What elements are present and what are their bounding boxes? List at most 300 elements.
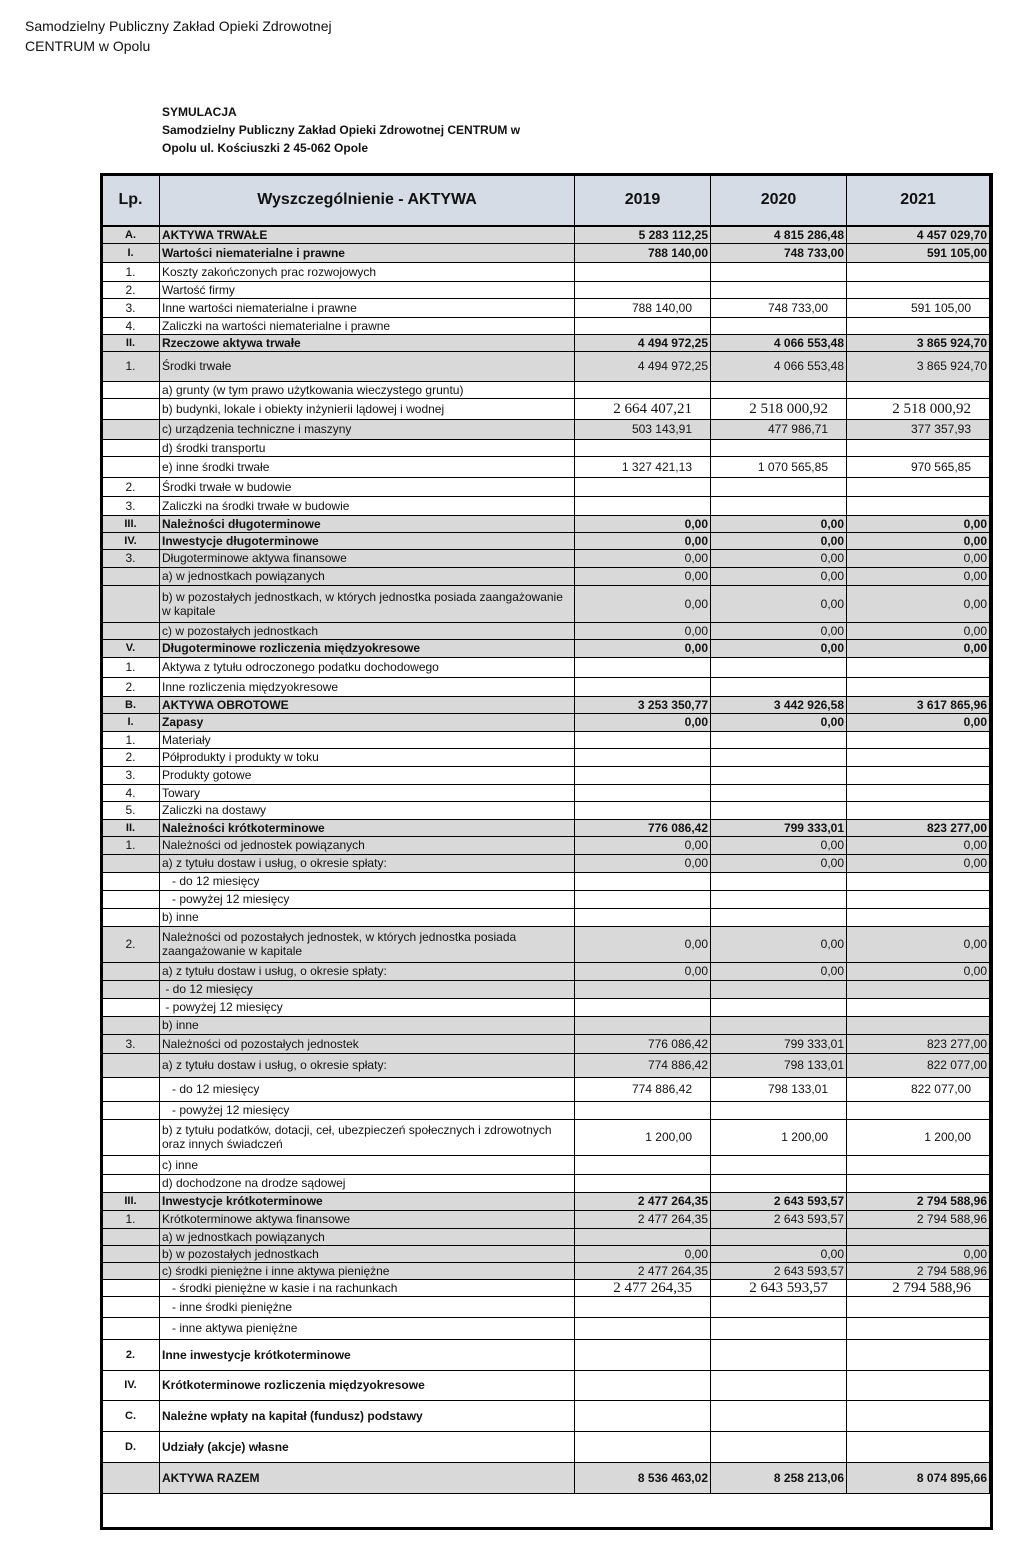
value-2019: 0,00 bbox=[575, 532, 711, 549]
table-row bbox=[102, 1400, 990, 1431]
header-year-2020: 2020 bbox=[711, 175, 847, 227]
value-2020: 0,00 bbox=[711, 713, 847, 731]
table-row bbox=[102, 998, 990, 1016]
table-row bbox=[102, 1016, 990, 1034]
table-row bbox=[102, 713, 990, 731]
value-2019 bbox=[575, 998, 711, 1016]
row-name: b) budynki, lokale i obiekty inżynierii lądowej i wodnej bbox=[160, 398, 575, 419]
row-lp bbox=[102, 1016, 160, 1034]
row-name: Krótkoterminowe aktywa finansowe bbox=[160, 1210, 575, 1228]
row-lp: 4. bbox=[102, 317, 160, 334]
row-lp: 3. bbox=[102, 1034, 160, 1053]
value-2019 bbox=[575, 908, 711, 926]
value-2019: 776 086,42 bbox=[575, 819, 711, 836]
value-2019 bbox=[575, 980, 711, 998]
table-row bbox=[102, 398, 990, 419]
table-row bbox=[102, 980, 990, 998]
table-row bbox=[102, 1174, 990, 1192]
row-name: Towary bbox=[160, 784, 575, 801]
table-body bbox=[102, 226, 990, 1493]
row-name: Należności długoterminowe bbox=[160, 515, 575, 532]
value-2019: 776 086,42 bbox=[575, 1034, 711, 1053]
value-2020: 0,00 bbox=[711, 926, 847, 962]
header-name: Wyszczególnienie - AKTYWA bbox=[160, 175, 575, 227]
value-2019: 0,00 bbox=[575, 585, 711, 622]
value-2020: 8 258 213,06 bbox=[711, 1462, 847, 1493]
simulation-title bbox=[162, 103, 520, 157]
row-lp: 1. bbox=[102, 1210, 160, 1228]
row-lp: 2. bbox=[102, 677, 160, 696]
value-2021 bbox=[847, 748, 990, 766]
value-2019 bbox=[575, 784, 711, 801]
row-lp: I. bbox=[102, 243, 160, 262]
row-lp bbox=[102, 872, 160, 890]
value-2021 bbox=[847, 1101, 990, 1119]
row-lp bbox=[102, 1228, 160, 1245]
row-name: d) dochodzone na drodze sądowej bbox=[160, 1174, 575, 1192]
value-2021: 823 277,00 bbox=[847, 819, 990, 836]
table-row bbox=[102, 1462, 990, 1493]
value-2020 bbox=[711, 1016, 847, 1034]
table-row bbox=[102, 351, 990, 381]
value-2021: 4 457 029,70 bbox=[847, 226, 990, 243]
row-lp: III. bbox=[102, 1192, 160, 1210]
value-2021 bbox=[847, 890, 990, 908]
value-2020 bbox=[711, 1101, 847, 1119]
value-2021 bbox=[847, 1174, 990, 1192]
row-lp: IV. bbox=[102, 532, 160, 549]
row-lp: 1. bbox=[102, 351, 160, 381]
row-name: Inne wartości niematerialne i prawne bbox=[160, 298, 575, 317]
value-2021: 823 277,00 bbox=[847, 1034, 990, 1053]
value-2021: 0,00 bbox=[847, 926, 990, 962]
row-lp: 2. bbox=[102, 281, 160, 298]
value-2020 bbox=[711, 1317, 847, 1339]
row-name: Środki trwałe bbox=[160, 351, 575, 381]
table-row bbox=[102, 731, 990, 748]
value-2019 bbox=[575, 890, 711, 908]
row-lp: 1. bbox=[102, 657, 160, 677]
value-2020 bbox=[711, 496, 847, 515]
row-lp: 1. bbox=[102, 836, 160, 854]
value-2021: 0,00 bbox=[847, 1245, 990, 1262]
value-2020: 0,00 bbox=[711, 585, 847, 622]
row-lp: 2. bbox=[102, 748, 160, 766]
row-lp bbox=[102, 1174, 160, 1192]
value-2021: 0,00 bbox=[847, 549, 990, 567]
row-lp bbox=[102, 381, 160, 398]
value-2019 bbox=[575, 657, 711, 677]
value-2019 bbox=[575, 1296, 711, 1317]
table-row bbox=[102, 784, 990, 801]
value-2019: 788 140,00 bbox=[575, 298, 711, 317]
table-row bbox=[102, 1262, 990, 1279]
row-name: a) z tytułu dostaw i usług, o okresie spłaty: bbox=[160, 854, 575, 872]
row-lp bbox=[102, 1296, 160, 1317]
value-2020 bbox=[711, 677, 847, 696]
table-row bbox=[102, 456, 990, 477]
value-2020 bbox=[711, 381, 847, 398]
table-row bbox=[102, 1431, 990, 1462]
value-2020: 4 066 553,48 bbox=[711, 334, 847, 351]
value-2020 bbox=[711, 872, 847, 890]
table-row bbox=[102, 419, 990, 439]
row-name: Inne inwestycje krótkoterminowe bbox=[160, 1339, 575, 1370]
value-2019: 0,00 bbox=[575, 854, 711, 872]
value-2020 bbox=[711, 1228, 847, 1245]
row-lp bbox=[102, 439, 160, 456]
value-2019 bbox=[575, 748, 711, 766]
table-row bbox=[102, 439, 990, 456]
value-2021 bbox=[847, 1228, 990, 1245]
row-name: Produkty gotowe bbox=[160, 766, 575, 784]
value-2021 bbox=[847, 872, 990, 890]
value-2020 bbox=[711, 784, 847, 801]
table-row bbox=[102, 1279, 990, 1296]
row-lp: I. bbox=[102, 713, 160, 731]
row-name: b) w pozostałych jednostkach, w których jednostka posiada zaangażowanie w kapitale bbox=[160, 585, 575, 622]
row-name: - inne środki pieniężne bbox=[160, 1296, 575, 1317]
value-2021: 822 077,00 bbox=[847, 1077, 990, 1101]
row-lp bbox=[102, 1245, 160, 1262]
value-2021: 970 565,85 bbox=[847, 456, 990, 477]
row-name: c) urządzenia techniczne i maszyny bbox=[160, 419, 575, 439]
table-row bbox=[102, 1228, 990, 1245]
row-name: - powyżej 12 miesięcy bbox=[160, 1101, 575, 1119]
value-2019: 788 140,00 bbox=[575, 243, 711, 262]
row-lp bbox=[102, 980, 160, 998]
value-2021 bbox=[847, 1296, 990, 1317]
value-2021 bbox=[847, 1155, 990, 1174]
value-2021: 2 794 588,96 bbox=[847, 1192, 990, 1210]
value-2021: 0,00 bbox=[847, 532, 990, 549]
value-2021 bbox=[847, 766, 990, 784]
value-2020: 0,00 bbox=[711, 567, 847, 585]
value-2019 bbox=[575, 1339, 711, 1370]
value-2019 bbox=[575, 1016, 711, 1034]
row-name: AKTYWA OBROTOWE bbox=[160, 696, 575, 713]
value-2021: 3 865 924,70 bbox=[847, 334, 990, 351]
value-2021: 0,00 bbox=[847, 567, 990, 585]
value-2019: 1 200,00 bbox=[575, 1119, 711, 1155]
table-row bbox=[102, 317, 990, 334]
value-2021 bbox=[847, 998, 990, 1016]
row-lp bbox=[102, 998, 160, 1016]
value-2020: 0,00 bbox=[711, 532, 847, 549]
row-lp: 3. bbox=[102, 549, 160, 567]
value-2021 bbox=[847, 1339, 990, 1370]
value-2020 bbox=[711, 748, 847, 766]
value-2019 bbox=[575, 731, 711, 748]
value-2021: 0,00 bbox=[847, 713, 990, 731]
row-name: Wartość firmy bbox=[160, 281, 575, 298]
table-row bbox=[102, 243, 990, 262]
row-name: b) w pozostałych jednostkach bbox=[160, 1245, 575, 1262]
value-2019: 1 327 421,13 bbox=[575, 456, 711, 477]
value-2020: 0,00 bbox=[711, 962, 847, 980]
value-2019: 2 477 264,35 bbox=[575, 1279, 711, 1296]
value-2019: 774 886,42 bbox=[575, 1053, 711, 1077]
table-row bbox=[102, 1053, 990, 1077]
row-name: a) w jednostkach powiązanych bbox=[160, 1228, 575, 1245]
value-2019: 0,00 bbox=[575, 713, 711, 731]
row-name: AKTYWA TRWAŁE bbox=[160, 226, 575, 243]
value-2019: 0,00 bbox=[575, 622, 711, 639]
row-name: a) z tytułu dostaw i usług, o okresie spłaty: bbox=[160, 962, 575, 980]
value-2019 bbox=[575, 1155, 711, 1174]
org-city: CENTRUM w Opolu bbox=[25, 38, 151, 54]
value-2019: 2 664 407,21 bbox=[575, 398, 711, 419]
value-2020: 2 643 593,57 bbox=[711, 1192, 847, 1210]
table-row bbox=[102, 262, 990, 281]
value-2020: 0,00 bbox=[711, 515, 847, 532]
value-2019 bbox=[575, 439, 711, 456]
table-row bbox=[102, 854, 990, 872]
value-2021: 2 518 000,92 bbox=[847, 398, 990, 419]
row-name: c) w pozostałych jednostkach bbox=[160, 622, 575, 639]
table-row bbox=[102, 1034, 990, 1053]
row-name: Należności krótkoterminowe bbox=[160, 819, 575, 836]
value-2021 bbox=[847, 1016, 990, 1034]
value-2021: 0,00 bbox=[847, 585, 990, 622]
row-name: d) środki transportu bbox=[160, 439, 575, 456]
row-name: Zaliczki na wartości niematerialne i prawne bbox=[160, 317, 575, 334]
value-2021: 8 074 895,66 bbox=[847, 1462, 990, 1493]
row-name: - do 12 miesięcy bbox=[160, 1077, 575, 1101]
organization-header bbox=[25, 16, 332, 56]
value-2021: 0,00 bbox=[847, 515, 990, 532]
table-row bbox=[102, 819, 990, 836]
value-2021 bbox=[847, 1370, 990, 1400]
row-lp bbox=[102, 854, 160, 872]
value-2020: 0,00 bbox=[711, 639, 847, 657]
value-2020: 798 133,01 bbox=[711, 1077, 847, 1101]
value-2019 bbox=[575, 677, 711, 696]
value-2019: 0,00 bbox=[575, 639, 711, 657]
value-2020: 1 200,00 bbox=[711, 1119, 847, 1155]
row-name: c) inne bbox=[160, 1155, 575, 1174]
value-2020 bbox=[711, 657, 847, 677]
row-name: Środki trwałe w budowie bbox=[160, 477, 575, 496]
value-2020: 4 066 553,48 bbox=[711, 351, 847, 381]
value-2020 bbox=[711, 1400, 847, 1431]
row-lp bbox=[102, 585, 160, 622]
row-lp: 3. bbox=[102, 496, 160, 515]
value-2021 bbox=[847, 1317, 990, 1339]
row-lp bbox=[102, 419, 160, 439]
row-lp: 2. bbox=[102, 926, 160, 962]
row-name: - powyżej 12 miesięcy bbox=[160, 890, 575, 908]
value-2019 bbox=[575, 262, 711, 281]
value-2019 bbox=[575, 1400, 711, 1431]
value-2021: 3 865 924,70 bbox=[847, 351, 990, 381]
value-2020: 477 986,71 bbox=[711, 419, 847, 439]
value-2019: 503 143,91 bbox=[575, 419, 711, 439]
value-2021 bbox=[847, 980, 990, 998]
row-name: a) w jednostkach powiązanych bbox=[160, 567, 575, 585]
value-2020 bbox=[711, 766, 847, 784]
row-lp: 2. bbox=[102, 1339, 160, 1370]
row-lp bbox=[102, 908, 160, 926]
value-2020 bbox=[711, 281, 847, 298]
value-2019: 8 536 463,02 bbox=[575, 1462, 711, 1493]
value-2020: 748 733,00 bbox=[711, 298, 847, 317]
value-2020 bbox=[711, 1155, 847, 1174]
row-name: - środki pieniężne w kasie i na rachunkach bbox=[160, 1279, 575, 1296]
row-lp bbox=[102, 1077, 160, 1101]
value-2019: 2 477 264,35 bbox=[575, 1192, 711, 1210]
row-lp: 1. bbox=[102, 731, 160, 748]
row-name: Krótkoterminowe rozliczenia międzyokresowe bbox=[160, 1370, 575, 1400]
table-row bbox=[102, 549, 990, 567]
value-2021: 0,00 bbox=[847, 622, 990, 639]
org-name: Samodzielny Publiczny Zakład Opieki Zdrowotnej bbox=[25, 18, 332, 34]
row-lp bbox=[102, 567, 160, 585]
assets-table bbox=[101, 174, 990, 1494]
value-2021: 2 794 588,96 bbox=[847, 1210, 990, 1228]
value-2019 bbox=[575, 1174, 711, 1192]
value-2020: 0,00 bbox=[711, 836, 847, 854]
row-lp: C. bbox=[102, 1400, 160, 1431]
row-lp bbox=[102, 398, 160, 419]
row-name: Wartości niematerialne i prawne bbox=[160, 243, 575, 262]
row-lp: A. bbox=[102, 226, 160, 243]
row-name: Udziały (akcje) własne bbox=[160, 1431, 575, 1462]
row-name: - inne aktywa pieniężne bbox=[160, 1317, 575, 1339]
value-2021 bbox=[847, 784, 990, 801]
value-2019 bbox=[575, 1370, 711, 1400]
value-2019: 0,00 bbox=[575, 567, 711, 585]
value-2020: 799 333,01 bbox=[711, 819, 847, 836]
row-name: Należne wpłaty na kapitał (fundusz) podstawy bbox=[160, 1400, 575, 1431]
table-row bbox=[102, 696, 990, 713]
value-2021 bbox=[847, 262, 990, 281]
row-lp: B. bbox=[102, 696, 160, 713]
value-2019 bbox=[575, 281, 711, 298]
value-2020: 0,00 bbox=[711, 854, 847, 872]
value-2020: 799 333,01 bbox=[711, 1034, 847, 1053]
row-lp bbox=[102, 890, 160, 908]
value-2020 bbox=[711, 1431, 847, 1462]
table-row bbox=[102, 1245, 990, 1262]
value-2020 bbox=[711, 731, 847, 748]
value-2019 bbox=[575, 1317, 711, 1339]
value-2020: 0,00 bbox=[711, 549, 847, 567]
table-row bbox=[102, 334, 990, 351]
table-row bbox=[102, 872, 990, 890]
value-2020: 798 133,01 bbox=[711, 1053, 847, 1077]
value-2019 bbox=[575, 1101, 711, 1119]
value-2019 bbox=[575, 381, 711, 398]
value-2020: 2 518 000,92 bbox=[711, 398, 847, 419]
value-2019: 774 886,42 bbox=[575, 1077, 711, 1101]
value-2020 bbox=[711, 1296, 847, 1317]
value-2020: 0,00 bbox=[711, 622, 847, 639]
row-name: Koszty zakończonych prac rozwojowych bbox=[160, 262, 575, 281]
row-name: Inwestycje krótkoterminowe bbox=[160, 1192, 575, 1210]
row-name: Długoterminowe rozliczenia międzyokresowe bbox=[160, 639, 575, 657]
value-2021: 377 357,93 bbox=[847, 419, 990, 439]
row-lp: 1. bbox=[102, 262, 160, 281]
value-2020: 2 643 593,57 bbox=[711, 1279, 847, 1296]
row-lp bbox=[102, 962, 160, 980]
value-2021 bbox=[847, 908, 990, 926]
value-2021: 1 200,00 bbox=[847, 1119, 990, 1155]
row-lp: 3. bbox=[102, 298, 160, 317]
table-row bbox=[102, 926, 990, 962]
value-2021 bbox=[847, 317, 990, 334]
row-lp: 2. bbox=[102, 477, 160, 496]
value-2021: 822 077,00 bbox=[847, 1053, 990, 1077]
row-name: Należności od jednostek powiązanych bbox=[160, 836, 575, 854]
table-row bbox=[102, 622, 990, 639]
row-lp bbox=[102, 1053, 160, 1077]
value-2019 bbox=[575, 872, 711, 890]
value-2019: 4 494 972,25 bbox=[575, 334, 711, 351]
value-2021: 0,00 bbox=[847, 836, 990, 854]
value-2019: 4 494 972,25 bbox=[575, 351, 711, 381]
value-2021 bbox=[847, 281, 990, 298]
table-row bbox=[102, 515, 990, 532]
value-2019: 0,00 bbox=[575, 962, 711, 980]
row-name: b) inne bbox=[160, 1016, 575, 1034]
value-2019: 5 283 112,25 bbox=[575, 226, 711, 243]
row-name: - do 12 miesięcy bbox=[160, 980, 575, 998]
value-2020 bbox=[711, 801, 847, 819]
table-row bbox=[102, 567, 990, 585]
table-row bbox=[102, 1210, 990, 1228]
table-row bbox=[102, 1119, 990, 1155]
value-2021 bbox=[847, 439, 990, 456]
value-2019 bbox=[575, 496, 711, 515]
value-2019: 2 477 264,35 bbox=[575, 1210, 711, 1228]
value-2021: 3 617 865,96 bbox=[847, 696, 990, 713]
value-2020: 0,00 bbox=[711, 1245, 847, 1262]
value-2021: 591 105,00 bbox=[847, 243, 990, 262]
value-2019 bbox=[575, 317, 711, 334]
value-2020: 3 442 926,58 bbox=[711, 696, 847, 713]
row-name: Inne rozliczenia międzyokresowe bbox=[160, 677, 575, 696]
table-row bbox=[102, 1077, 990, 1101]
table-row bbox=[102, 298, 990, 317]
row-lp: II. bbox=[102, 334, 160, 351]
value-2021 bbox=[847, 657, 990, 677]
table-row bbox=[102, 1192, 990, 1210]
value-2020 bbox=[711, 1370, 847, 1400]
value-2019 bbox=[575, 801, 711, 819]
table-row bbox=[102, 532, 990, 549]
table-row bbox=[102, 585, 990, 622]
row-name: b) inne bbox=[160, 908, 575, 926]
value-2021 bbox=[847, 731, 990, 748]
value-2019 bbox=[575, 766, 711, 784]
value-2020 bbox=[711, 890, 847, 908]
value-2019: 0,00 bbox=[575, 549, 711, 567]
row-name: Materiały bbox=[160, 731, 575, 748]
value-2020: 1 070 565,85 bbox=[711, 456, 847, 477]
row-name: AKTYWA RAZEM bbox=[160, 1462, 575, 1493]
row-lp bbox=[102, 622, 160, 639]
value-2021: 0,00 bbox=[847, 854, 990, 872]
table-row bbox=[102, 748, 990, 766]
simulation-label: SYMULACJA bbox=[162, 105, 237, 119]
row-name: Długoterminowe aktywa finansowe bbox=[160, 549, 575, 567]
value-2019: 0,00 bbox=[575, 1245, 711, 1262]
header-year-2019: 2019 bbox=[575, 175, 711, 227]
value-2021 bbox=[847, 1400, 990, 1431]
simulation-entity: Samodzielny Publiczny Zakład Opieki Zdrowotnej CENTRUM w bbox=[162, 123, 521, 137]
row-name: Zapasy bbox=[160, 713, 575, 731]
